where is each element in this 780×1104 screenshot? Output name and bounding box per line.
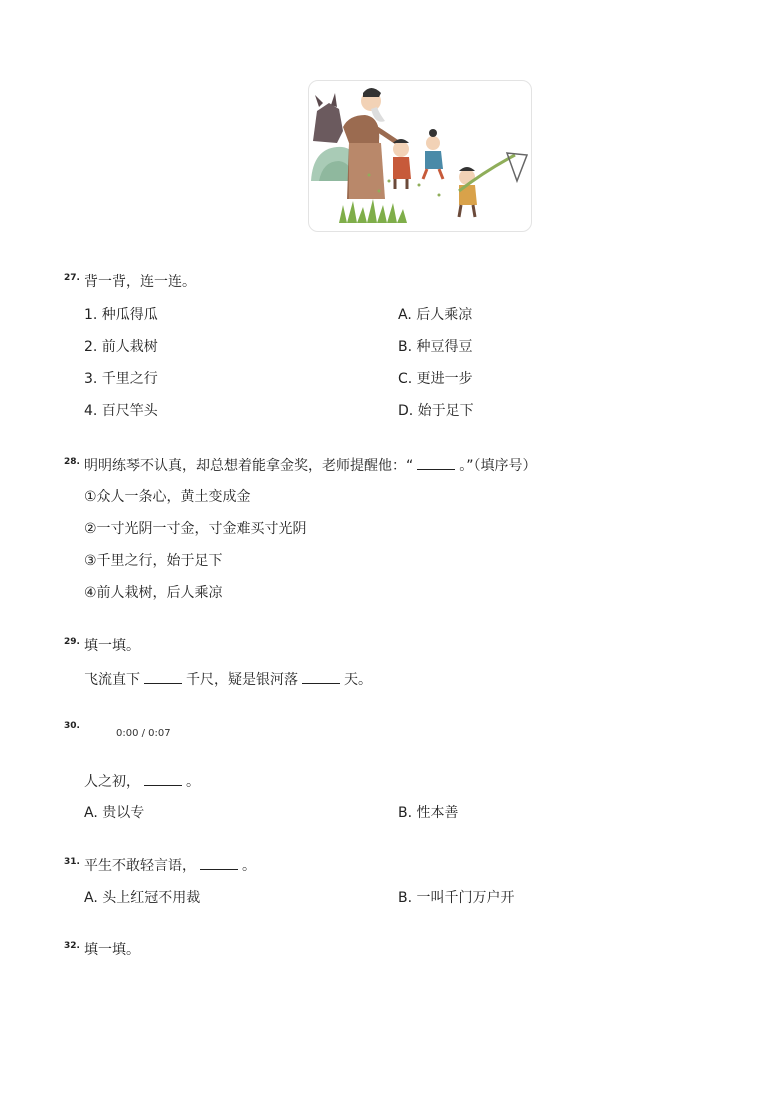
q30-option-b[interactable]: B. 性本善 bbox=[398, 805, 459, 821]
q27-left-item: 3. 千里之行 bbox=[84, 371, 158, 387]
question-number: 32. bbox=[64, 941, 80, 951]
question-number: 28. bbox=[64, 457, 80, 467]
q27-left-item: 1. 种瓜得瓜 bbox=[84, 307, 158, 323]
story-illustration bbox=[308, 80, 532, 232]
q27-left-item: 4. 百尺竿头 bbox=[84, 403, 158, 419]
q31-option-b[interactable]: B. 一叫千门万户开 bbox=[398, 890, 515, 906]
audio-player-time[interactable]: 0:00 / 0:07 bbox=[116, 728, 171, 739]
q27-right-item: C. 更进一步 bbox=[398, 371, 473, 387]
question-31-prompt: $^{31.}$ 平生不敢轻言语， 。 bbox=[64, 857, 256, 874]
q28-option: ③千里之行，始于足下 bbox=[84, 553, 223, 569]
question-28-prompt: $^{28.}$ 明明练琴不认真，却总想着能拿金奖，老师提醒他：“ 。”（填序号） bbox=[64, 457, 537, 474]
q30-prompt-line: 人之初， 。 bbox=[84, 771, 200, 792]
q28-option: ④前人栽树，后人乘凉 bbox=[84, 585, 223, 601]
question-number: 31. bbox=[64, 857, 80, 867]
question-30-prompt bbox=[64, 720, 84, 742]
answer-blank[interactable] bbox=[200, 855, 238, 870]
answer-blank[interactable] bbox=[302, 669, 340, 684]
answer-blank[interactable] bbox=[144, 771, 182, 786]
q27-right-item: D. 始于足下 bbox=[398, 403, 474, 419]
q28-option: ②一寸光阴一寸金，寸金难买寸光阴 bbox=[84, 521, 307, 537]
question-number: 30. bbox=[64, 721, 80, 731]
q29-fill-line: 飞流直下 千尺，疑是银河落 天。 bbox=[84, 669, 372, 690]
q28-option: ①众人一条心，黄土变成金 bbox=[84, 489, 251, 505]
answer-blank[interactable] bbox=[144, 669, 182, 684]
illustration-drawing bbox=[309, 81, 531, 231]
question-number: 27. bbox=[64, 273, 80, 283]
q27-right-item: B. 种豆得豆 bbox=[398, 339, 473, 355]
q27-left-item: 2. 前人栽树 bbox=[84, 339, 158, 355]
q27-right-item: A. 后人乘凉 bbox=[398, 307, 473, 323]
question-27-prompt: $^{27.}$ 背一背，连一连。 bbox=[64, 273, 196, 290]
q30-option-a[interactable]: A. 贵以专 bbox=[84, 805, 145, 821]
answer-blank[interactable] bbox=[417, 455, 455, 470]
question-number: 29. bbox=[64, 637, 80, 647]
question-32-prompt: $^{32.}$ 填一填。 bbox=[64, 941, 140, 958]
q31-option-a[interactable]: A. 头上红冠不用裁 bbox=[84, 890, 201, 906]
question-29-prompt: $^{29.}$ 填一填。 bbox=[64, 637, 140, 654]
